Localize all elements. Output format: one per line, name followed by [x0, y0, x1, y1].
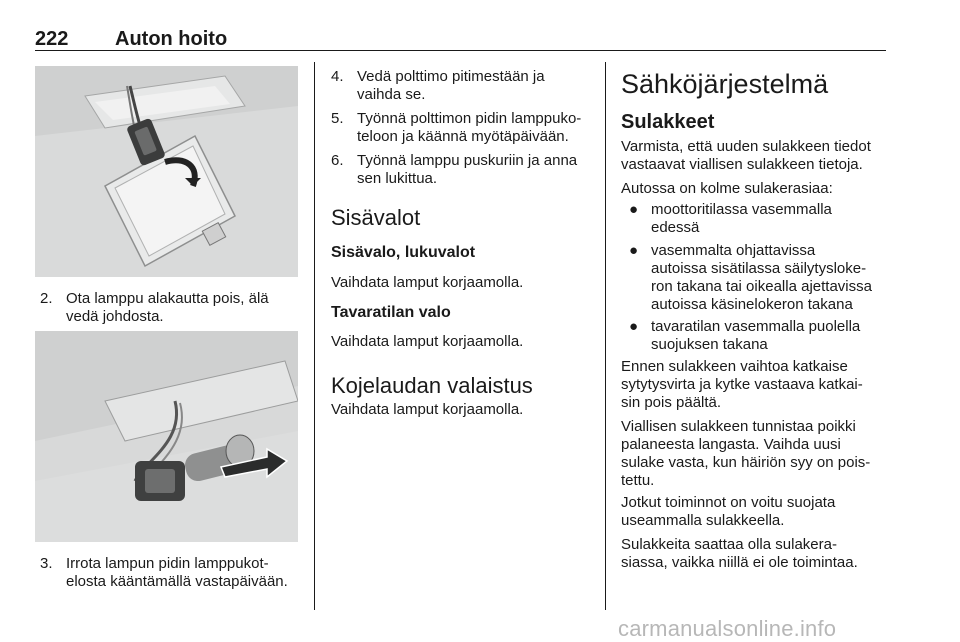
step-text: [357, 68, 545, 104]
step-text: [66, 555, 288, 591]
list-item-text: [651, 318, 891, 354]
header-rule: [35, 50, 886, 51]
paragraph-spare-fuses: [621, 536, 896, 572]
step-number: 6.: [331, 152, 344, 169]
heading-electrical-system: Sähköjärjestelmä: [621, 69, 829, 99]
step-4: [331, 68, 601, 106]
step-text-line: vaihda se.: [357, 86, 426, 103]
step-text: [357, 152, 577, 188]
step-3: [40, 555, 315, 593]
list-item-line: ron takana tai oikealla ajettavissa: [651, 278, 872, 295]
paragraph-line: sin pois päältä.: [621, 394, 722, 411]
list-item: [621, 201, 891, 237]
list-item-line: edessä: [651, 219, 700, 236]
step-number: 5.: [331, 110, 344, 127]
figure-bulb-holder-drawing: [35, 331, 298, 542]
bullet-icon: ●: [629, 242, 639, 259]
column-divider-left: [314, 62, 315, 610]
paragraph-line: Sulakkeita saattaa olla sulakera-: [621, 536, 837, 553]
step-text-line: Työnnä polttimon pidin lamppuko-: [357, 110, 582, 127]
step-number: 3.: [40, 555, 53, 572]
subheading-luggage-light: Tavaratilan valo: [331, 304, 451, 321]
paragraph-fuse-check: [621, 138, 896, 174]
step-2: [40, 290, 310, 328]
paragraph-line: sytytysvirta ja kytke vastaava katkai-: [621, 376, 863, 393]
paragraph-line: vastaavat viallisen sulakkeen tietoja.: [621, 156, 863, 173]
bullet-icon: ●: [629, 201, 639, 218]
list-item-line: vasemmalta ohjattavissa: [651, 242, 816, 259]
figure-bulb-holder: [35, 331, 298, 542]
paragraph-before-replacing: [621, 358, 896, 412]
list-item-line: moottoritilassa vasemmalla: [651, 201, 832, 218]
paragraph-line: Viallisen sulakkeen tunnistaa poikki: [621, 418, 856, 435]
step-text-line: Irrota lampun pidin lamppukot-: [66, 555, 269, 572]
subheading-fuses: Sulakkeet: [621, 111, 715, 133]
list-item-line: autoissa sisätilassa säilytysloke-: [651, 260, 867, 277]
step-5: [331, 110, 603, 148]
column-divider-right: [605, 62, 606, 610]
paragraph-line: Ennen sulakkeen vaihtoa katkaise: [621, 358, 848, 375]
list-item-text: [651, 242, 891, 314]
step-text-line: Ota lamppu alakautta pois, älä: [66, 290, 269, 307]
page-header: [35, 26, 886, 52]
figure-lamp-removal-drawing: [35, 66, 298, 277]
paragraph-line: useammalla sulakkeella.: [621, 512, 785, 529]
step-text: [357, 110, 581, 146]
step-text-line: elosta kääntämällä vastapäivään.: [66, 573, 288, 590]
list-item-line: tavaratilan vasemmalla puolella: [651, 318, 861, 335]
figure-lamp-removal: [35, 66, 298, 277]
paragraph-line: Jotkut toiminnot on voitu suojata: [621, 494, 836, 511]
running-title: Auton hoito: [115, 28, 228, 50]
step-text-line: sen lukittua.: [357, 170, 438, 187]
heading-dashboard-lighting: Kojelaudan valaistus: [331, 373, 533, 398]
paragraph-line: siassa, vaikka niillä ei ole toimintaa.: [621, 554, 858, 571]
paragraph-line: palaneesta langasta. Vaihda uusi: [621, 436, 841, 453]
step-text-line: Työnnä lamppu puskuriin ja anna: [357, 152, 578, 169]
heading-interior-lights: Sisävalot: [331, 205, 421, 230]
step-text-line: vedä johdosta.: [66, 308, 164, 325]
step-number: 2.: [40, 290, 53, 307]
step-number: 4.: [331, 68, 344, 85]
text-luggage-light: Vaihdata lamput korjaamolla.: [331, 333, 524, 350]
list-item-text: [651, 201, 891, 237]
list-item: [621, 242, 891, 314]
subheading-interior-reading-lights: Sisävalo, lukuvalot: [331, 244, 476, 261]
list-item-line: autoissa käsinelokeron takana: [651, 296, 853, 313]
paragraph-multiple-fuses: [621, 494, 896, 530]
paragraph-line: sulake vasta, kun häiriön syy on pois-: [621, 454, 871, 471]
watermark: carmanualsonline.info: [618, 616, 837, 641]
paragraph-line: tettu.: [621, 472, 655, 489]
paragraph-line: Varmista, että uuden sulakkeen tiedot: [621, 138, 871, 155]
step-text-line: Vedä polttimo pitimestään ja: [357, 68, 545, 85]
list-item-line: suojuksen takana: [651, 336, 768, 353]
step-text-line: teloon ja käännä myötäpäivään.: [357, 128, 569, 145]
paragraph-fuse-boxes: Autossa on kolme sulakerasiaa:: [621, 180, 833, 197]
text-dashboard-lighting: Vaihdata lamput korjaamolla.: [331, 401, 524, 418]
list-item: [621, 318, 891, 354]
text-interior-lights: Vaihdata lamput korjaamolla.: [331, 274, 524, 291]
bullet-icon: ●: [629, 318, 639, 335]
paragraph-identify-fuse: [621, 418, 896, 490]
step-6: [331, 152, 603, 190]
step-text: [66, 290, 269, 326]
page-number: 222: [35, 28, 69, 50]
